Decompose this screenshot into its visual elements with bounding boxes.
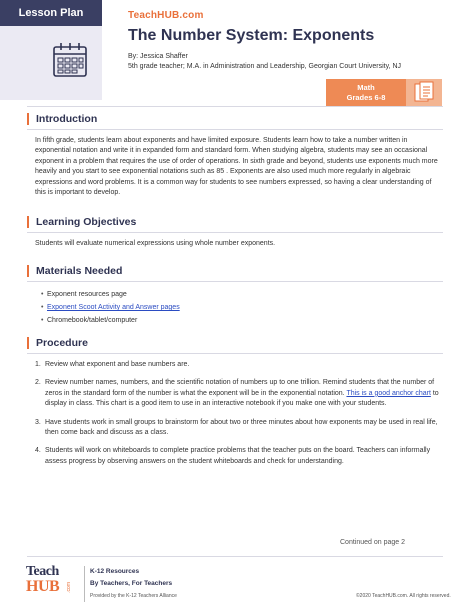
objectives-section xyxy=(27,216,443,249)
byline xyxy=(128,52,401,72)
procedure-list xyxy=(27,360,443,467)
procedure-step: 4. Students will work on whiteboards to complete practice problems that the teacher puts on the board. Teachers can informally assess progress by observing answers on the student whiteboards and check for understanding. xyxy=(35,447,431,465)
worksheet-icon xyxy=(410,79,438,106)
section-divider xyxy=(27,129,443,130)
calendar-icon xyxy=(50,40,90,80)
badge-subject: Math xyxy=(357,83,375,92)
footer-separator xyxy=(84,566,85,602)
list-item: • Chromebook/tablet/computer xyxy=(41,314,443,327)
footer-copyright: ©2020 TeachHUB.com. All rights reserved. xyxy=(356,593,451,599)
subject-badge xyxy=(326,79,406,106)
badge-grades: Grades 6-8 xyxy=(346,93,386,102)
scoot-activity-link[interactable]: Exponent Scoot Activity and Answer pages xyxy=(47,304,180,311)
brand-label: TeachHUB.com xyxy=(128,10,204,21)
author-credentials: 5th grade teacher; M.A. in Administration and Leadership, Georgian Court University, NJ xyxy=(128,63,402,70)
procedure-heading: Procedure xyxy=(27,337,443,349)
continued-note: Continued on page 2 xyxy=(340,539,405,546)
procedure-step: 1. Review what exponent and base numbers are. xyxy=(35,361,190,368)
procedure-step: 3. Have students work in small groups to brainstorm for about two or three minutes about how exponents may be used in real life, then come back and discuss as a class. xyxy=(35,418,438,437)
footer-line1: K-12 Resources xyxy=(90,568,140,575)
teachhub-logo: Teach HUB .com xyxy=(26,564,72,595)
introduction-section xyxy=(27,113,443,198)
footer-divider xyxy=(27,556,443,557)
list-item xyxy=(41,301,443,314)
materials-heading: Materials Needed xyxy=(27,265,443,277)
footer-provider: Provided by the K-12 Teachers Alliance xyxy=(90,593,177,599)
section-divider xyxy=(27,353,443,354)
author: By: Jessica Shaffer xyxy=(128,53,188,60)
header-divider xyxy=(27,106,443,107)
page-title: The Number System: Exponents xyxy=(128,27,375,44)
section-divider xyxy=(27,281,443,282)
list-item: • Exponent resources page xyxy=(41,288,443,301)
footer-line2: By Teachers, For Teachers xyxy=(90,580,173,587)
procedure-section xyxy=(27,337,443,475)
footer xyxy=(0,556,474,610)
introduction-heading: Introduction xyxy=(27,113,443,125)
objectives-text: Students will evaluate numerical expressions using whole number exponents. xyxy=(35,240,276,247)
section-divider xyxy=(27,232,443,233)
materials-section xyxy=(27,265,443,327)
introduction-text: In fifth grade, students learn about exponents and have limited exposure. Students learn how to take a number written in exponential notation and write it in expanded form and standard form. When studying algebra, students may see an occasional exponent in a problem that requires the use of order of operations. In sixth grade and beyond, students use exponents much more heavily and you start to see exponential notations such as 85 . Exponents are also used much more regularly in algebraic expressions and word problems. It is a common way for students to see numbers expressed, so having a clear understanding of this is important to develop. xyxy=(35,137,438,197)
materials-list xyxy=(27,288,443,327)
objectives-heading: Learning Objectives xyxy=(27,216,443,228)
procedure-step: 2. Review number names, numbers, and the scientific notation of numbers up to one trillion. Remind students that the number of zeros in the standard form of the number is what the exponent will be in the exponential notation. This is a good anchor chart to display in class. This chart is a good item to use in an interactive notebook if you make one with your students. xyxy=(35,379,439,408)
lesson-plan-tab: Lesson Plan xyxy=(0,0,102,26)
anchor-chart-link[interactable]: This is a good anchor chart xyxy=(346,389,431,397)
